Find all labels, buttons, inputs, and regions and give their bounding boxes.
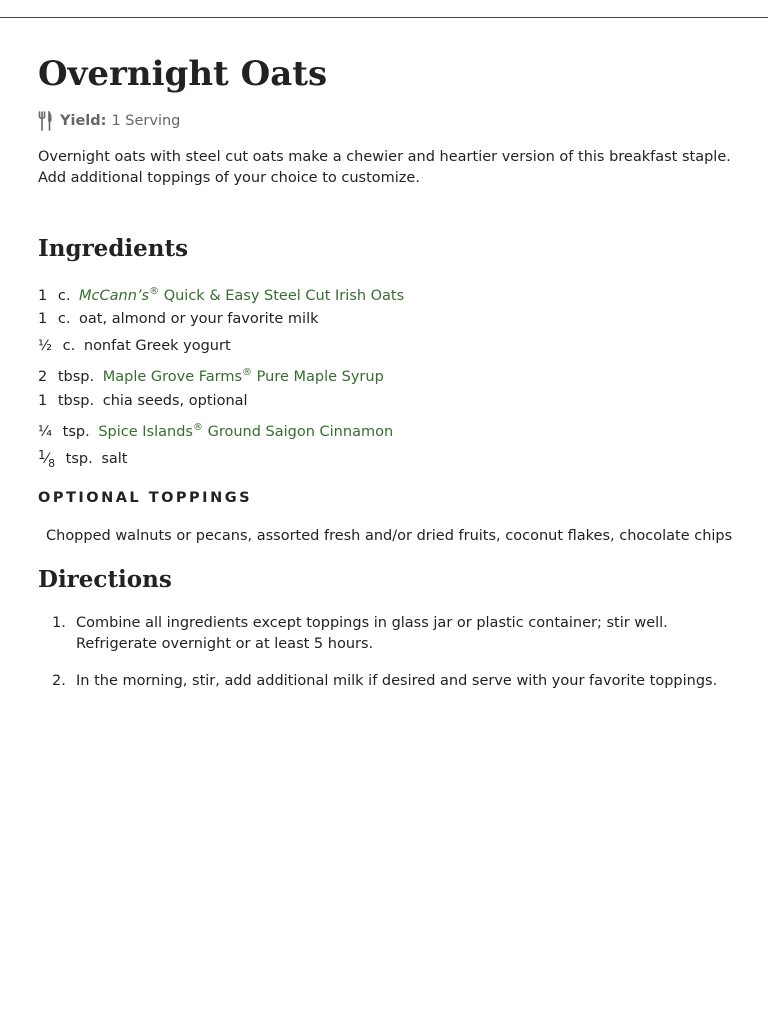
recipe-intro: Overnight oats with steel cut oats make a chewier and heartier version of this breakfast staple. Add additional toppings of your choice to customize.: [38, 149, 731, 186]
ingredient-product-link[interactable]: [79, 288, 404, 304]
ingredient-unit: c.: [57, 311, 71, 328]
fraction-numerator: 1: [38, 448, 46, 463]
directions-list: [38, 613, 738, 708]
step-text: In the morning, stir, add additional milk if desired and serve with your favorite toppings.: [76, 673, 718, 689]
fraction-denominator: 8: [48, 457, 56, 471]
brand-name: Maple Grove Farms: [102, 369, 243, 386]
registered-mark: ®: [149, 286, 160, 297]
ingredient-qty: [38, 443, 55, 476]
fraction-slash: ⁄: [45, 451, 49, 468]
ingredient-qty: 2: [38, 369, 48, 386]
ingredient-item: [38, 362, 404, 389]
ingredient-qty: ¼: [38, 423, 53, 440]
brand-name: Spice Islands: [98, 423, 193, 440]
directions-heading: Directions: [38, 566, 172, 593]
ingredient-qty: 1: [38, 392, 48, 409]
ingredient-unit: tbsp.: [57, 392, 95, 409]
ingredient-product-link[interactable]: [98, 421, 394, 440]
product-name: Ground Saigon Cinnamon: [207, 423, 394, 440]
product-name: Pure Maple Syrup: [256, 369, 384, 386]
yield-value: 1 Serving: [111, 113, 181, 129]
product-name: Quick & Easy Steel Cut Irish Oats: [163, 287, 405, 304]
brand-name: McCann’s: [79, 287, 150, 304]
ingredient-qty: 1: [38, 287, 48, 304]
registered-mark: ®: [242, 367, 253, 379]
fork-knife-icon: [38, 111, 52, 131]
direction-step: [38, 613, 738, 655]
ingredient-unit: c.: [57, 287, 71, 304]
ingredient-unit: c.: [62, 338, 76, 355]
step-text: Combine all ingredients except toppings in glass jar or plastic container; stir well. Refrigerate overnight or at least 5 hours.: [76, 615, 668, 652]
ingredient-item: [38, 280, 404, 307]
ingredient-product-link[interactable]: [103, 369, 384, 385]
ingredient-name: nonfat Greek yogurt: [83, 338, 231, 355]
step-number: 2.: [52, 673, 66, 689]
ingredient-item: [38, 389, 404, 416]
ingredient-name: chia seeds, optional: [102, 392, 248, 409]
ingredients-heading: Ingredients: [38, 235, 189, 262]
registered-mark: ®: [192, 421, 203, 433]
recipe-yield: [38, 110, 180, 132]
ingredient-qty: 1: [38, 311, 48, 328]
recipe-title: Overnight Oats: [38, 54, 328, 94]
ingredient-unit: tsp.: [65, 451, 93, 468]
optional-toppings-heading: OPTIONAL TOPPINGS: [38, 490, 253, 506]
ingredient-qty: ½: [38, 338, 53, 355]
direction-step: [38, 671, 738, 692]
ingredient-item: [38, 334, 404, 361]
ingredient-item: [38, 443, 404, 470]
yield-label: Yield:: [60, 113, 107, 129]
ingredient-name: oat, almond or your favorite milk: [79, 311, 319, 328]
ingredient-list: [38, 280, 404, 470]
ingredient-item: [38, 307, 404, 334]
step-number: 1.: [52, 615, 66, 631]
ingredient-unit: tsp.: [62, 423, 90, 440]
top-divider: [0, 17, 768, 18]
optional-toppings-text: Chopped walnuts or pecans, assorted fresh and/or dried fruits, coconut flakes, chocolate chips: [46, 528, 733, 544]
ingredient-name: salt: [101, 451, 128, 468]
ingredient-unit: tbsp.: [57, 369, 95, 386]
ingredient-item: [38, 416, 404, 443]
